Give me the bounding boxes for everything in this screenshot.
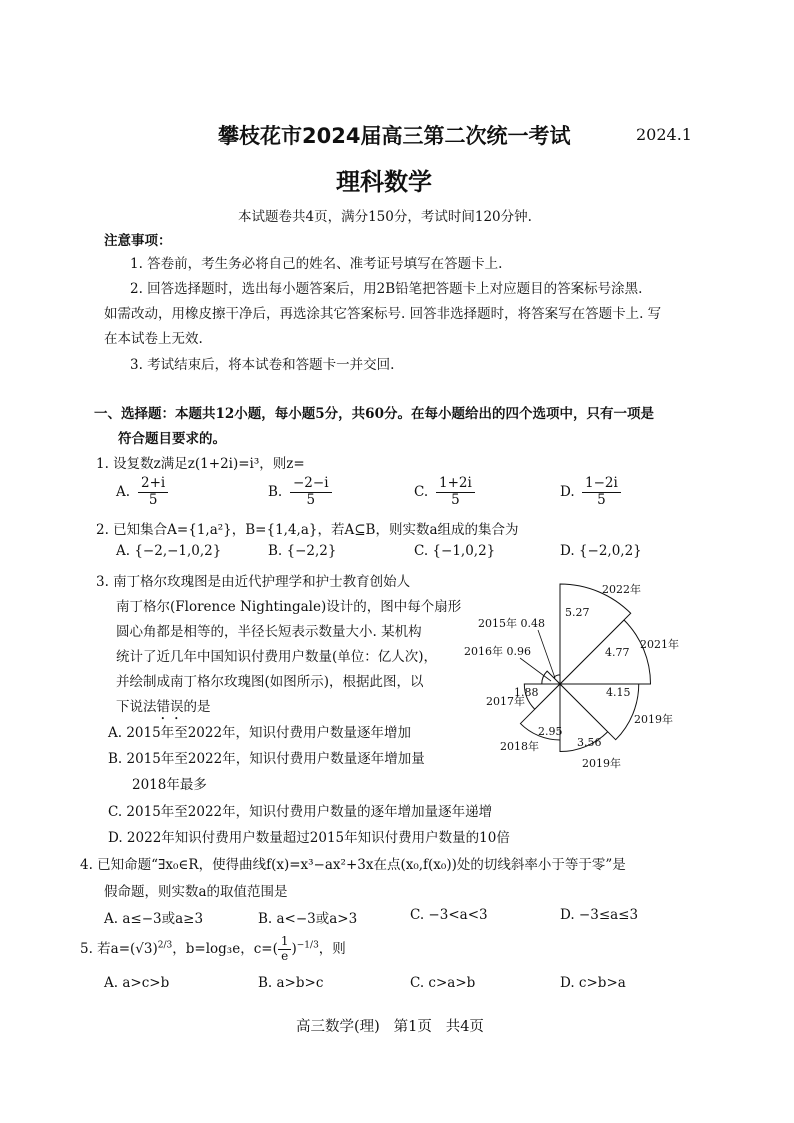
q3-option-c: C. 2015年至2022年，知识付费用户数量的逐年增加量逐年递增 (108, 804, 493, 820)
leader-line-2015 (538, 630, 555, 678)
exam-title: 攀枝花市2024届高三第二次统一考试 (218, 124, 571, 148)
label-2019: 2019年 (582, 757, 621, 770)
question-4-line: 假命题，则实数a的取值范围是 (104, 884, 288, 900)
q4-option-c: C. −3<a<3 (410, 907, 488, 923)
q5-option-d: D. c>b>a (560, 975, 626, 991)
emphasis-text: 错误 (156, 699, 184, 715)
q4-option-d: D. −3≤a≤3 (560, 907, 639, 923)
notes-heading: 注意事项： (104, 233, 172, 249)
value-2021: 4.77 (605, 646, 630, 659)
section-heading-cont: 符合题目要求的。 (118, 431, 226, 447)
notes-item: 3. 考试结束后，将本试卷和答题卡一并交回. (130, 357, 395, 373)
label-2020: 2019年 (634, 713, 673, 726)
q3-option-b-cont: 2018年最多 (132, 777, 207, 793)
numerator: 2+i (138, 476, 168, 493)
page-footer: 高三数学(理) 第1页 共4页 (296, 1019, 484, 1035)
question-3-line: 圆心角都是相等的，半径长短表示数量大小. 某机构 (116, 624, 422, 640)
exponent: −1/3 (296, 940, 319, 951)
denominator: 5 (306, 491, 316, 508)
stem-part: ，则 (318, 940, 346, 957)
q5-option-c: C. c>a>b (410, 975, 476, 991)
q5-option-a: A. a>c>b (104, 975, 170, 991)
q3-option-a: A. 2015年至2022年，知识付费用户数量逐年增加 (108, 725, 412, 741)
q1-option-d (560, 476, 621, 508)
numerator: −2−i (290, 476, 332, 493)
fraction (582, 476, 621, 508)
question-5-stem: 5. 若$a=(√3)^{2/3}$，b=log₃e，c=( $\frac{1}{e}$ )$^{-1/3}$，则 (80, 934, 346, 963)
notes-item: 2. 回答选择题时，选出每小题答案后，用2B铅笔把答题卡上对应题目的答案标号涂黑. (130, 281, 643, 297)
q3-option-d: D. 2022年知识付费用户数量超过2015年知识付费用户数量的10倍 (108, 830, 510, 846)
q4-option-b: B. a<−3或a>3 (258, 911, 358, 927)
nightingale-rose-chart (440, 578, 680, 778)
leader-line-2016 (520, 658, 551, 681)
text-prefix: 下说法 (116, 699, 157, 715)
option-label: C. (414, 483, 429, 500)
value-2018: 2.95 (538, 725, 563, 738)
option-label: A. (116, 483, 131, 500)
q1-option-c (414, 476, 475, 508)
question-1-stem: 1. 设复数z满足z(1+2i)=i³，则z= (96, 456, 305, 472)
question-3-line (116, 695, 211, 723)
question-2-stem: 2. 已知集合A={1,a²}，B={1,4,a}，若A⊆B，则实数a组成的集合为 (96, 522, 519, 538)
fraction (436, 476, 475, 508)
q3-option-b: B. 2015年至2022年，知识付费用户数量逐年增加量 (108, 751, 425, 767)
denominator: 5 (451, 491, 460, 508)
label-2017: 2017年 (486, 695, 525, 708)
stem-part: ，b=log₃e，c=( (172, 940, 278, 957)
subject-title: 理科数学 (336, 168, 432, 196)
label-2018: 2018年 (500, 740, 539, 753)
value-2022: 5.27 (565, 606, 590, 619)
exponent: 2/3 (157, 940, 173, 951)
q2-option-c: C. {−1,0,2} (414, 543, 496, 559)
question-3-line: 统计了近几年中国知识付费用户数量(单位：亿人次)， (116, 649, 438, 665)
notes-item: 在本试卷上无效. (104, 331, 203, 347)
q2-option-a: A. {−2,−1,0,2} (116, 543, 222, 559)
value-2020: 4.15 (606, 686, 631, 699)
exam-date: 2024.1 (636, 125, 692, 144)
question-3-line: 南丁格尔(Florence Nightingale)设计的，图中每个扇形 (116, 599, 462, 615)
text-suffix: 的是 (183, 699, 211, 715)
value-2019: 3.56 (577, 736, 602, 749)
numerator: 1 (278, 935, 292, 950)
exam-intro: 本试题卷共4页，满分150分，考试时间120分钟. (238, 209, 532, 225)
notes-item: 1. 答卷前，考生务必将自己的姓名、准考证号填写在答题卡上. (130, 256, 503, 272)
label-2022: 2022年 (602, 583, 641, 596)
denominator: 5 (597, 491, 606, 508)
fraction (278, 935, 292, 964)
option-label: B. (268, 483, 283, 500)
question-3-line: 3. 南丁格尔玫瑰图是由近代护理学和护士教育创始人 (96, 574, 411, 590)
label-2016: 2016年 0.96 (464, 645, 531, 658)
stem-part: 5. 若a=(√3) (80, 940, 158, 957)
denominator: e (281, 948, 289, 963)
q1-option-a (116, 476, 168, 508)
label-2021: 2021年 (640, 638, 679, 651)
question-4-line: 4. 已知命题“∃x₀∈R，使得曲线f(x)=x³−ax²+3x在点(x₀,f(x₀))处的切线斜率小于等于零”是 (80, 857, 626, 873)
q2-option-d: D. {−2,0,2} (560, 543, 642, 559)
fraction (290, 476, 332, 508)
label-2015: 2015年 0.48 (478, 617, 545, 630)
section-heading: 一、选择题：本题共12小题，每小题5分，共60分。在每小题给出的四个选项中，只有一项是 (94, 406, 654, 422)
option-label: D. (560, 483, 575, 500)
numerator: 1+2i (436, 476, 475, 493)
numerator: 1−2i (582, 476, 621, 493)
q2-option-b: B. {−2,2} (268, 543, 337, 559)
value-2017: 1.88 (514, 686, 539, 699)
q5-option-b: B. a>b>c (258, 975, 324, 991)
q1-option-b (268, 476, 332, 508)
notes-item: 如需改动，用橡皮擦干净后，再选涂其它答案标号. 回答非选择题时，将答案写在答题卡上. 写 (104, 306, 662, 322)
q4-option-a: A. a≤−3或a≥3 (104, 911, 204, 927)
denominator: 5 (148, 491, 158, 508)
question-3-line: 并绘制成南丁格尔玫瑰图(如图所示)，根据此图，以 (116, 674, 424, 690)
fraction (138, 476, 168, 508)
